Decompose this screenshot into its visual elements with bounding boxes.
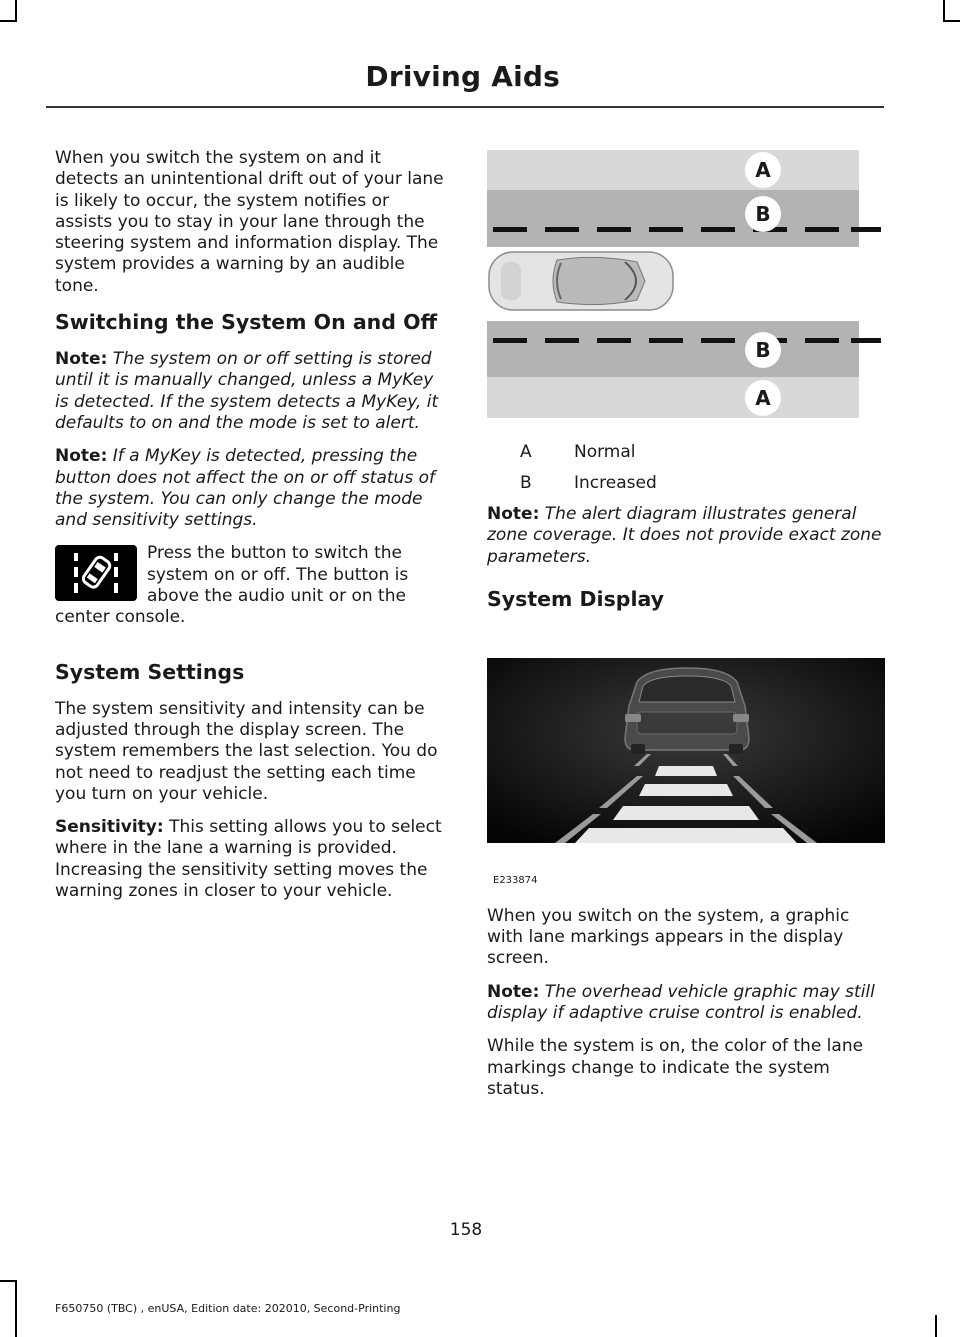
intro-paragraph: When you switch the system on and it detects an unintentional drift out of your lane is likely to occur, the system notifies or assists you to stay in your lane through the steering system and information display. The system provides a warning by an audible tone. — [55, 148, 444, 296]
legend-row — [487, 473, 885, 494]
note-label: Note: — [487, 504, 540, 524]
figure-id: E233874 — [493, 874, 538, 886]
settings-paragraph: The system sensitivity and intensity can be adjusted through the display screen. The system remembers the last selection. You do not need to readjust the setting each time you turn on your vehicle. — [55, 698, 438, 804]
note-text: If a MyKey is detected, pressing the button does not affect the on or off status of the system. You can only change the mode and sensitivity settings. — [55, 446, 435, 531]
display-heading: System Display — [487, 586, 665, 611]
lane-keeping-button-icon — [55, 545, 137, 601]
sensitivity-text: This setting allows you to select where in the lane a warning is provided. Increasing the sensitivity setting moves the warning zones in closer to your vehicle. — [55, 817, 442, 902]
legend-row — [487, 442, 885, 463]
zone-label-b-top: B — [745, 196, 781, 232]
crop-mark-bottom-right-v — [935, 1315, 937, 1337]
note-label: Note: — [487, 981, 540, 1002]
display-paragraph: When you switch on the system, a graphic with lane markings appears in the display screen. — [487, 905, 850, 969]
left-column — [55, 148, 447, 914]
system-display-figure — [487, 658, 885, 886]
note-label: Note: — [55, 446, 108, 467]
note-stored-setting — [55, 349, 447, 434]
zone-label-b-bottom: B — [745, 332, 781, 368]
car-rear-view-icon — [625, 668, 749, 754]
crop-mark-top-right-v — [943, 0, 945, 22]
note-text: The system on or off setting is stored until it is manually changed, unless a MyKey is detected. If the system detects a MyKey, it defaults to on and the mode is set to alert. — [55, 349, 439, 433]
status-paragraph: While the system is on, the color of the lane markings change to indicate the system status. — [487, 1036, 864, 1099]
legend-key: A — [520, 442, 532, 462]
button-instruction-text: Press the button to switch the system on or off. The button is above the audio unit or on the center console. — [55, 543, 409, 628]
alert-zone-diagram — [487, 150, 859, 418]
header-rule — [46, 106, 884, 108]
note-text: The overhead vehicle graphic may still display if adaptive cruise control is enabled. — [487, 981, 875, 1024]
crop-mark-top-left-h — [0, 20, 17, 22]
car-top-view-icon — [489, 252, 673, 310]
crop-mark-bottom-left-v — [15, 1280, 17, 1337]
legend-key: B — [520, 473, 532, 493]
sensitivity-label: Sensitivity: — [55, 817, 164, 838]
legend-value: Normal — [574, 442, 636, 462]
note-overhead-graphic — [487, 982, 885, 1025]
page-number: 158 — [449, 1220, 483, 1240]
note-label: Note: — [55, 349, 108, 370]
crop-mark-top-right-h — [943, 20, 960, 22]
crop-mark-bottom-left-h — [0, 1280, 17, 1282]
sensitivity-paragraph — [55, 817, 447, 902]
note-alert-diagram — [487, 504, 885, 568]
zone-label-a-bottom: A — [745, 380, 781, 416]
switching-heading: Switching the System On and Off — [55, 310, 438, 335]
note-text: The alert diagram illustrates general zone coverage. It does not provide exact zone parameters. — [487, 504, 882, 567]
crop-mark-top-left-v — [15, 0, 17, 22]
note-mykey — [55, 446, 447, 531]
footer-edition: F650750 (TBC) , enUSA, Edition date: 202010, Second-Printing — [55, 1302, 401, 1315]
zone-label-a-top: A — [745, 152, 781, 188]
button-instruction — [55, 543, 447, 640]
right-column — [487, 150, 885, 1112]
legend-value: Increased — [574, 473, 657, 493]
page-title: Driving Aids — [365, 60, 560, 93]
settings-heading: System Settings — [55, 659, 245, 684]
